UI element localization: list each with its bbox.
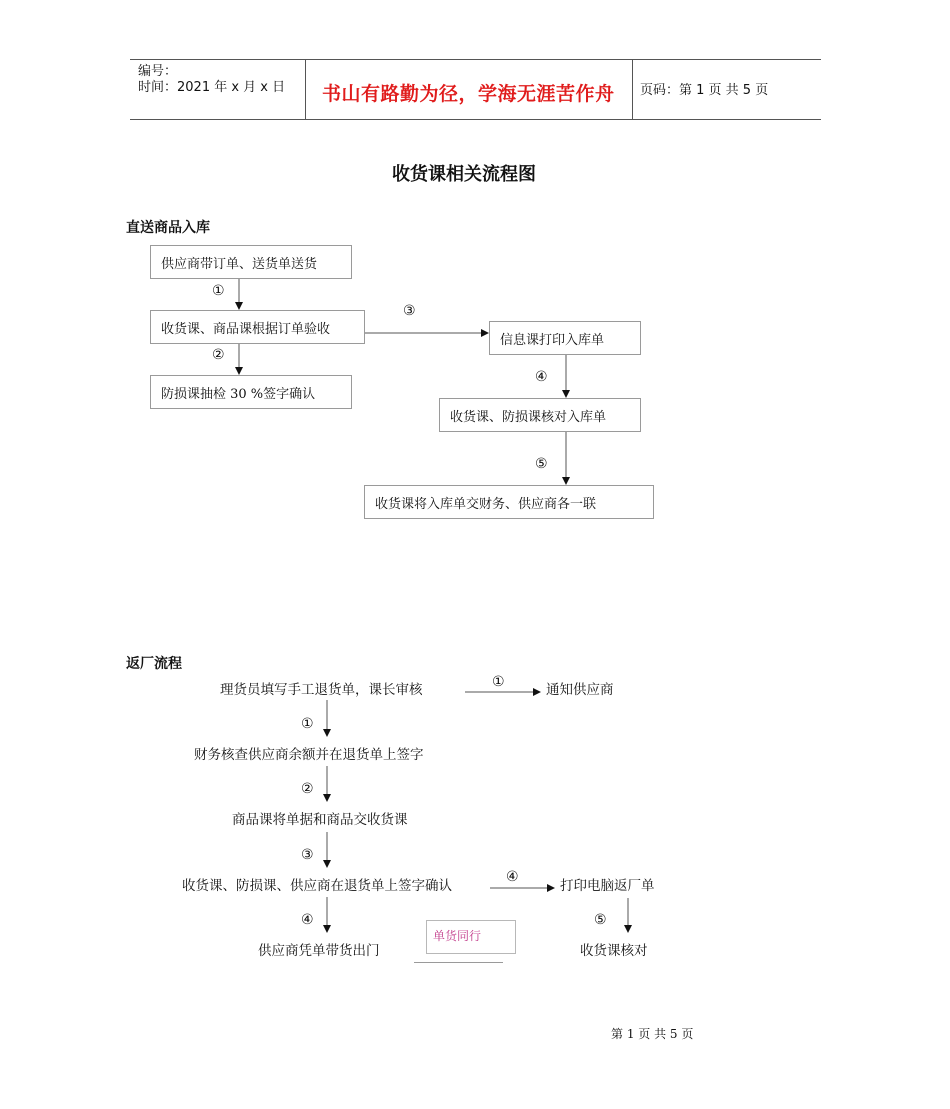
step-5-label: ⑤ (535, 456, 548, 472)
return-node-fill-form: 理货员填写手工退货单，课长审核 (220, 682, 423, 698)
step-3-label: ③ (403, 303, 416, 319)
return-node-notify-supplier: 通知供应商 (546, 682, 614, 698)
return-node-sign-confirm: 收货课、防损课、供应商在退货单上签字确认 (182, 878, 452, 894)
return-step-4-horizontal: ④ (506, 869, 519, 885)
flow-box-hand-over-receipt: 收货课将入库单交财务、供应商各一联 (364, 485, 654, 519)
page-footer: 第 1 页 共 5 页 (611, 1027, 694, 1041)
flow-box-supplier-delivery: 供应商带订单、送货单送货 (150, 245, 352, 279)
return-step-1-vertical: ① (301, 716, 314, 732)
step-4-label: ④ (535, 369, 548, 385)
goods-with-document-note: 单货同行 (426, 920, 516, 954)
return-step-3: ③ (301, 847, 314, 863)
header-motto: 书山有路勤为径，学海无涯苦作舟 (322, 83, 615, 105)
return-node-finance-check: 财务核查供应商余额并在退货单上签字 (194, 747, 424, 763)
return-node-supplier-exit: 供应商凭单带货出门 (258, 943, 380, 959)
return-node-handover: 商品课将单据和商品交收货课 (232, 812, 408, 828)
return-node-receiving-verify: 收货课核对 (580, 943, 648, 959)
document-title: 收货课相关流程图 (392, 164, 536, 185)
return-node-print-return-slip: 打印电脑返厂单 (560, 878, 655, 894)
return-step-4-vertical: ④ (301, 912, 314, 928)
page-indicator: 页码：第 1 页 共 5 页 (640, 83, 769, 98)
step-2-label: ② (212, 347, 225, 363)
flow-box-receiving-inspection: 收货课、商品课根据订单验收 (150, 310, 365, 344)
return-step-1-horizontal: ① (492, 674, 505, 690)
return-step-2: ② (301, 781, 314, 797)
section-heading-return-flow: 返厂流程 (126, 656, 182, 672)
section-heading-direct-delivery: 直送商品入库 (126, 220, 210, 236)
return-step-5: ⑤ (594, 912, 607, 928)
flow-box-print-receipt: 信息课打印入库单 (489, 321, 641, 355)
flow-box-verify-receipt: 收货课、防损课核对入库单 (439, 398, 641, 432)
time-label: 时间：2021 年 x 月 x 日 (138, 80, 286, 95)
serial-label: 编号： (138, 64, 178, 79)
step-1-label: ① (212, 283, 225, 299)
flow-box-loss-prevention-check: 防损课抽检 30 %签字确认 (150, 375, 352, 409)
